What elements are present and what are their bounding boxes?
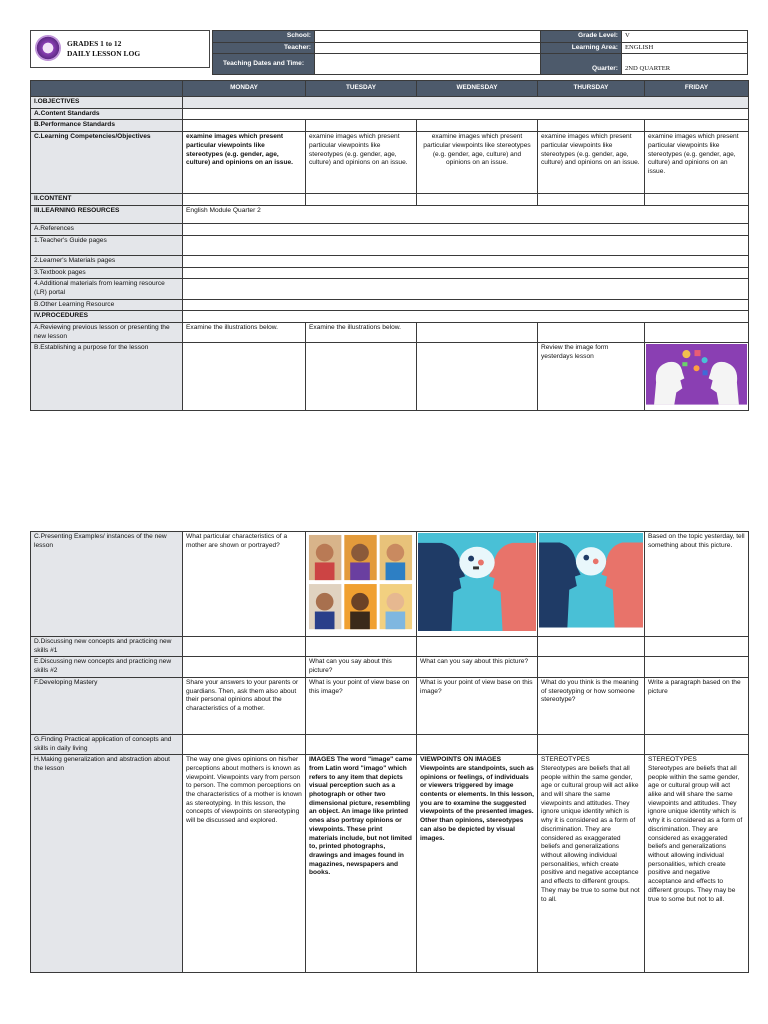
stereotypes-body-fri: Stereotypes are beliefs that all people within the same gender, age or cultural group will act alike and will share the same viewpoints and attitudes. They ignore unique identity which is why it is considered as a form of discrimination. They are considered as exaggerated beliefs and generalizations without allowing individual personalities, which create positive and negative acceptance and effects to different groups. They may be true to some but not to all.: [648, 764, 743, 903]
reviewing-thu: [538, 323, 645, 343]
row-resources: III.LEARNING RESOURCES: [31, 205, 183, 223]
day-friday: FRIDAY: [645, 81, 749, 97]
ps-thu: [538, 120, 645, 132]
c-fri: [645, 194, 749, 206]
day-wednesday: WEDNESDAY: [417, 81, 538, 97]
purpose-thu: Review the image form yesterdays lesson: [538, 343, 645, 410]
reviewing-mon: Examine the illustrations below.: [183, 323, 306, 343]
row-references: A.References: [31, 223, 183, 235]
school-label: School:: [213, 31, 315, 43]
additional-cell: [183, 279, 749, 299]
d1-tue: [306, 637, 417, 657]
textbook-cell: [183, 267, 749, 279]
row-content: II.CONTENT: [31, 194, 183, 206]
competency-mon: examine images which present particular viewpoints like stereotypes (e.g. gender, age, culture) and opinions on an issue.: [183, 132, 306, 194]
procedures-cell: [183, 311, 749, 323]
quarter-value[interactable]: 2ND QUARTER: [622, 54, 748, 75]
teacher-value[interactable]: [315, 42, 541, 54]
row-discussing-1: D.Discussing new concepts and practicing new skills #1: [31, 637, 183, 657]
row-purpose: B.Establishing a purpose for the lesson: [31, 343, 183, 410]
reviewing-wed: [417, 323, 538, 343]
c-mon: [183, 194, 306, 206]
competency-thu: examine images which present particular viewpoints like stereotypes (e.g. gender, age, culture) and opinions on an issue.: [538, 132, 645, 194]
tg-cell: [183, 235, 749, 255]
viewpoint-heads-image: [418, 533, 536, 631]
day-monday: MONDAY: [183, 81, 306, 97]
row-practical: G.Finding Practical application of concepts and skills in daily living: [31, 734, 183, 754]
row-discussing-2: E.Discussing new concepts and practicing new skills #2: [31, 657, 183, 677]
title-line-2: DAILY LESSON LOG: [67, 49, 141, 59]
generalization-tue: IMAGES The word "image" came from Latin word "imago" which refers to any item that depicts visual perception such as a photograph or other two dimensional picture, resembling an object. An image like printed ones also portray opinions or viewpoints. These print materials include, but not limited to, printed photographs, drawings and images found in magazines, newspapers and books.: [306, 755, 417, 973]
school-value[interactable]: [315, 31, 541, 43]
generalization-fri: [645, 755, 749, 973]
competency-tue: examine images which present particular viewpoints like stereotypes (e.g. gender, age, culture) and opinions on an issue.: [306, 132, 417, 194]
c-thu: [538, 194, 645, 206]
ps-mon: [183, 120, 306, 132]
row-tg: 1.Teacher's Guide pages: [31, 235, 183, 255]
mastery-thu: What do you think is the meaning of stereotyping or how someone stereotype?: [538, 677, 645, 734]
stereotypes-heading-fri: STEREOTYPES: [648, 756, 697, 764]
references-cell: [183, 223, 749, 235]
purpose-fri: [645, 343, 749, 410]
presenting-fri: Based on the topic yesterday, tell something about this picture.: [645, 532, 749, 637]
resources-value: English Module Quarter 2: [183, 205, 749, 223]
d1-fri: [645, 637, 749, 657]
purpose-mon: [183, 343, 306, 410]
mastery-mon: Share your answers to your parents or guardians. Then, ask them also about their personal opinions about the characteristics of a mother.: [183, 677, 306, 734]
competency-wed: examine images which present particular viewpoints like stereotypes (e.g. gender, age, culture) and opinions on an issue.: [417, 132, 538, 194]
title-line-1: GRADES 1 to 12: [67, 39, 122, 48]
d2-mon: [183, 657, 306, 677]
p-tue: [306, 734, 417, 754]
day-tuesday: TUESDAY: [306, 81, 417, 97]
corner-cell: [31, 81, 183, 97]
row-lm: 2.Learner's Materials pages: [31, 255, 183, 267]
discussing2-wed: What can you say about this picture?: [417, 657, 538, 677]
objectives-band: [183, 97, 749, 109]
p-mon: [183, 734, 306, 754]
deped-seal-icon: [35, 35, 61, 61]
p-fri: [645, 734, 749, 754]
presenting-tue: [306, 532, 417, 637]
row-procedures: IV.PROCEDURES: [31, 311, 183, 323]
generalization-thu: [538, 755, 645, 973]
row-presenting: C.Presenting Examples/ instances of the new lesson: [31, 532, 183, 637]
row-textbook: 3.Textbook pages: [31, 267, 183, 279]
teaching-dates-value[interactable]: [315, 54, 541, 75]
purpose-wed: [417, 343, 538, 410]
row-content-standards: A.Content Standards: [31, 108, 183, 120]
presenting-mon: What particular characteristics of a mother are shown or portrayed?: [183, 532, 306, 637]
presenting-thu: [538, 532, 645, 637]
stereotypes-heading: STEREOTYPES: [541, 756, 590, 764]
d2-fri: [645, 657, 749, 677]
c-wed: [417, 194, 538, 206]
grade-level-label: Grade Level:: [541, 31, 622, 43]
heads-thinking-image: [646, 344, 747, 405]
mastery-wed: What is your point of view base on this image?: [417, 677, 538, 734]
mothers-portraits-image: [307, 533, 415, 631]
learning-area-label: Learning Area:: [541, 42, 622, 54]
header-info-table: [212, 30, 748, 75]
d1-mon: [183, 637, 306, 657]
learning-area-value[interactable]: ENGLISH: [622, 42, 748, 54]
generalization-mon: The way one gives opinions on his/her perceptions about mothers is known as viewpoint. Viewpoints vary from person to person. The common perceptions on the characteristics of a mother is known as stereotyping. In this lesson, the concepts of viewpoints on stereotyping will be discussed and explored.: [183, 755, 306, 973]
lm-cell: [183, 255, 749, 267]
purpose-tue: [306, 343, 417, 410]
d1-wed: [417, 637, 538, 657]
reviewing-fri: [645, 323, 749, 343]
stereotypes-body: Stereotypes are beliefs that all people within the same gender, age or cultural group will act alike and will share the same viewpoints and attitudes. They ignore unique identity which is why it is considered as a form of discrimination. They are considered as exaggerated beliefs and generalizations without allowing individual personalities, which create positive and negative acceptance and effects to different groups. They may be true to some but not to all.: [541, 764, 640, 903]
lesson-table-1: [30, 80, 749, 411]
viewpoints-body: Viewpoints are standpoints, such as opinions or feelings, of individuals or viewers triggered by image contents or elements. In this lesson, you are to examine the suggested viewpoints of the presented images. Other than opinions, stereotypes can also be depicted by visual images.: [420, 764, 534, 842]
row-generalization: H.Making generalization and abstraction about the lesson: [31, 755, 183, 973]
p-thu: [538, 734, 645, 754]
other-cell: [183, 299, 749, 311]
row-objectives: I.OBJECTIVES: [31, 97, 183, 109]
ps-tue: [306, 120, 417, 132]
teacher-label: Teacher:: [213, 42, 315, 54]
row-other: B.Other Learning Resource: [31, 299, 183, 311]
mastery-tue: What is your point of view base on this image?: [306, 677, 417, 734]
quarter-label: Quarter:: [541, 54, 622, 75]
ps-fri: [645, 120, 749, 132]
ps-wed: [417, 120, 538, 132]
p-wed: [417, 734, 538, 754]
row-reviewing: A.Reviewing previous lesson or presenting the new lesson: [31, 323, 183, 343]
reviewing-tue: Examine the illustrations below.: [306, 323, 417, 343]
row-performance-standards: B.Performance Standards: [31, 120, 183, 132]
row-mastery: F.Developing Mastery: [31, 677, 183, 734]
mastery-fri: Write a paragraph based on the picture: [645, 677, 749, 734]
logo-box: [30, 30, 210, 68]
content-standards-cell: [183, 108, 749, 120]
grade-level-value[interactable]: V: [622, 31, 748, 43]
form-title: [67, 39, 140, 59]
c-tue: [306, 194, 417, 206]
viewpoint-heads-image-2: [539, 533, 643, 628]
teaching-dates-label: Teaching Dates and Time:: [213, 54, 315, 75]
day-thursday: THURSDAY: [538, 81, 645, 97]
generalization-wed: [417, 755, 538, 973]
competency-fri: examine images which present particular viewpoints like stereotypes (e.g. gender, age, culture) and opinions on an issue.: [645, 132, 749, 194]
d2-thu: [538, 657, 645, 677]
row-competencies: C.Learning Competencies/Objectives: [31, 132, 183, 194]
presenting-wed: [417, 532, 538, 637]
d1-thu: [538, 637, 645, 657]
lesson-table-2: [30, 531, 749, 973]
viewpoints-heading: VIEWPOINTS ON IMAGES: [420, 756, 501, 764]
row-additional: 4.Additional materials from learning resource (LR) portal: [31, 279, 183, 299]
discussing2-tue: What can you say about this picture?: [306, 657, 417, 677]
